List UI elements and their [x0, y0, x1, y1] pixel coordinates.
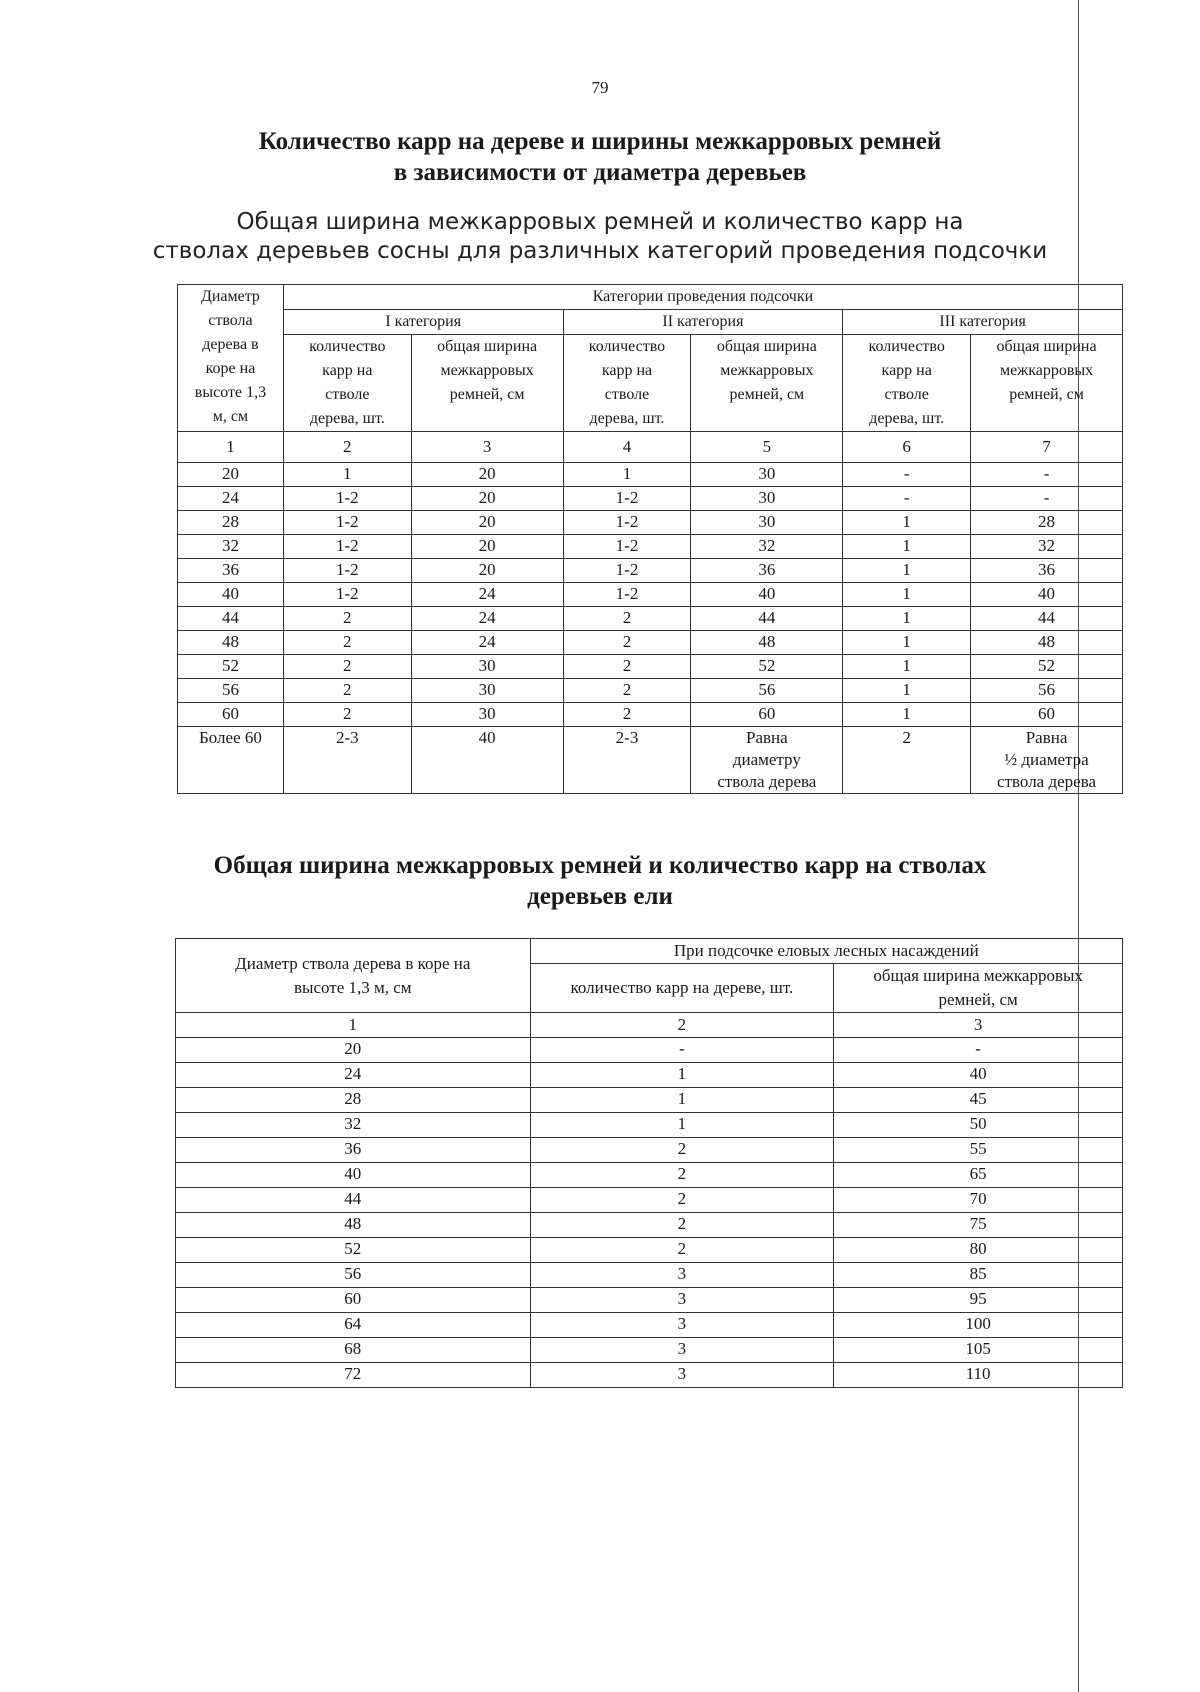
- table-cell: 28: [971, 511, 1123, 535]
- table-cell: 70: [834, 1188, 1123, 1213]
- table-cell: 3: [530, 1363, 834, 1388]
- table-cell: 56: [691, 679, 843, 703]
- table-cell: 2: [843, 727, 971, 794]
- table-cell: 3: [530, 1288, 834, 1313]
- table-cell: 1: [283, 463, 411, 487]
- table-cell: 3: [530, 1313, 834, 1338]
- table-cell: -: [843, 487, 971, 511]
- table-row: [178, 559, 1123, 583]
- table-row: [178, 607, 1123, 631]
- table-cell: 44: [691, 607, 843, 631]
- table-cell: 20: [411, 463, 563, 487]
- table-row: [176, 1113, 1123, 1138]
- table-cell: 24: [411, 583, 563, 607]
- table-cell: 36: [971, 559, 1123, 583]
- table-cell: 48: [691, 631, 843, 655]
- table-row: [178, 583, 1123, 607]
- table-cell: 30: [691, 463, 843, 487]
- table-cell: 1: [843, 679, 971, 703]
- table-cell: 1: [843, 559, 971, 583]
- header-diameter: Диаметр ствола дерева в коре на высоте 1,3 м, см: [178, 285, 284, 432]
- header-count-cat3: количество карр на стволе дерева, шт.: [843, 335, 971, 432]
- table-cell: 1-2: [563, 487, 691, 511]
- table-cell: 72: [176, 1363, 531, 1388]
- table-cell: 30: [691, 511, 843, 535]
- spruce-title-line-2: деревьев ели: [527, 883, 673, 910]
- table-cell: 1: [530, 1088, 834, 1113]
- table-cell: 20: [411, 535, 563, 559]
- pine-table-caption: [0, 208, 1200, 266]
- table-cell: 2: [563, 607, 691, 631]
- table-cell: 24: [411, 631, 563, 655]
- table-cell: 64: [176, 1313, 531, 1338]
- table-cell: -: [843, 463, 971, 487]
- table-row: [176, 1188, 1123, 1213]
- table-cell: 24: [178, 487, 284, 511]
- table-cell: Равна ½ диаметра ствола дерева: [971, 727, 1123, 794]
- table-cell: 52: [176, 1238, 531, 1263]
- main-title-line-1: Количество карр на дереве и ширины межкарровых ремней: [258, 128, 942, 155]
- table-cell: 52: [971, 655, 1123, 679]
- table-cell: 1: [843, 655, 971, 679]
- table-row-over-60: [178, 727, 1123, 794]
- table-cell: 95: [834, 1288, 1123, 1313]
- table-cell: 32: [971, 535, 1123, 559]
- table-cell: 1: [530, 1113, 834, 1138]
- table-cell: 52: [691, 655, 843, 679]
- header-width-cat3: общая ширина межкарровых ремней, см: [971, 335, 1123, 432]
- pine-caption-line-2: стволах деревьев сосны для различных категорий проведения подсочки: [152, 238, 1048, 264]
- table-cell: Равна диаметру ствола дерева: [691, 727, 843, 794]
- header-count-cat2: количество карр на стволе дерева, шт.: [563, 335, 691, 432]
- table-cell: 68: [176, 1338, 531, 1363]
- table-cell: 45: [834, 1088, 1123, 1113]
- table-cell: 50: [834, 1113, 1123, 1138]
- table-cell: 32: [176, 1113, 531, 1138]
- table-cell: 75: [834, 1213, 1123, 1238]
- table-cell: 40: [176, 1163, 531, 1188]
- table-row: [178, 631, 1123, 655]
- table-cell: 36: [691, 559, 843, 583]
- table-cell: 3: [530, 1338, 834, 1363]
- spruce-table-body: [176, 1038, 1123, 1388]
- table-cell: 1-2: [283, 583, 411, 607]
- table-cell: 55: [834, 1138, 1123, 1163]
- table-cell: 20: [176, 1038, 531, 1063]
- table-cell: 2: [563, 679, 691, 703]
- table-row: [176, 1263, 1123, 1288]
- table-cell: 40: [834, 1063, 1123, 1088]
- header-category-2: II категория: [563, 310, 843, 335]
- table-cell: 56: [176, 1263, 531, 1288]
- table-cell: 1-2: [283, 487, 411, 511]
- table-cell: 40: [691, 583, 843, 607]
- table-cell: 28: [176, 1088, 531, 1113]
- table-cell: 1: [843, 511, 971, 535]
- table-row: [176, 1338, 1123, 1363]
- table-row: [178, 655, 1123, 679]
- table-row: [176, 1213, 1123, 1238]
- header-category-1: I категория: [283, 310, 563, 335]
- main-title-line-2: в зависимости от диаметра деревьев: [393, 159, 807, 186]
- table-cell: 2: [283, 703, 411, 727]
- table-cell: 52: [178, 655, 284, 679]
- table-cell: 30: [411, 679, 563, 703]
- header-spruce-diameter: Диаметр ствола дерева в коре на высоте 1,3 м, см: [176, 939, 531, 1013]
- table-cell: 1-2: [563, 559, 691, 583]
- table-row: [178, 703, 1123, 727]
- table-row: [178, 535, 1123, 559]
- main-title: [0, 126, 1200, 188]
- table-cell: 1: [843, 703, 971, 727]
- table-row: [176, 1038, 1123, 1063]
- table-row: [178, 487, 1123, 511]
- table-cell: 36: [176, 1138, 531, 1163]
- table-row: [178, 463, 1123, 487]
- table-cell: 2: [530, 1238, 834, 1263]
- table-cell: 44: [178, 607, 284, 631]
- table-cell: 48: [178, 631, 284, 655]
- table-cell: 20: [411, 559, 563, 583]
- table-cell: 1-2: [283, 535, 411, 559]
- table-cell: 80: [834, 1238, 1123, 1263]
- table-cell: 56: [971, 679, 1123, 703]
- table-cell: 48: [176, 1213, 531, 1238]
- table-cell: 60: [971, 703, 1123, 727]
- table-cell: 40: [411, 727, 563, 794]
- table-cell: 36: [178, 559, 284, 583]
- table-cell: 1-2: [563, 583, 691, 607]
- table-cell: 32: [691, 535, 843, 559]
- table-cell: 2: [530, 1188, 834, 1213]
- header-width-cat1: общая ширина межкарровых ремней, см: [411, 335, 563, 432]
- table-cell: Более 60: [178, 727, 284, 794]
- table-row: [176, 1088, 1123, 1113]
- table-cell: 2: [563, 655, 691, 679]
- table-row: [176, 1238, 1123, 1263]
- table-cell: 24: [176, 1063, 531, 1088]
- table-cell: 100: [834, 1313, 1123, 1338]
- header-spruce-width: общая ширина межкарровых ремней, см: [834, 964, 1123, 1013]
- table-cell: 60: [691, 703, 843, 727]
- table-cell: -: [530, 1038, 834, 1063]
- spruce-table-title: [0, 850, 1200, 912]
- table-cell: 1: [563, 463, 691, 487]
- table-cell: 2: [530, 1138, 834, 1163]
- table-cell: 110: [834, 1363, 1123, 1388]
- table-cell: 30: [411, 703, 563, 727]
- table-cell: 30: [411, 655, 563, 679]
- spruce-tapping-table: [175, 938, 1123, 1388]
- table-cell: 40: [971, 583, 1123, 607]
- table-cell: -: [971, 487, 1123, 511]
- table-cell: 1: [843, 535, 971, 559]
- table-cell: 24: [411, 607, 563, 631]
- table-cell: -: [834, 1038, 1123, 1063]
- table-cell: 32: [178, 535, 284, 559]
- pine-tapping-table: [177, 284, 1123, 794]
- table-cell: 28: [178, 511, 284, 535]
- table-cell: 2-3: [563, 727, 691, 794]
- table-row: [176, 1163, 1123, 1188]
- table-cell: 105: [834, 1338, 1123, 1363]
- table-cell: 60: [178, 703, 284, 727]
- table-cell: -: [971, 463, 1123, 487]
- table-cell: 1: [843, 631, 971, 655]
- spruce-column-number-row: 1 2 3: [176, 1013, 1123, 1038]
- spruce-title-line-1: Общая ширина межкарровых ремней и количество карр на стволах: [213, 852, 987, 879]
- table-cell: 20: [411, 511, 563, 535]
- table-cell: 1: [843, 607, 971, 631]
- table-cell: 40: [178, 583, 284, 607]
- column-number-row: 1 2 3 4 5 6 7: [178, 432, 1123, 463]
- table-cell: 44: [971, 607, 1123, 631]
- table-cell: 2: [530, 1213, 834, 1238]
- table-cell: 56: [178, 679, 284, 703]
- header-category-3: III категория: [843, 310, 1123, 335]
- header-categories-title: Категории проведения подсочки: [283, 285, 1122, 310]
- table-cell: 48: [971, 631, 1123, 655]
- header-width-cat2: общая ширина межкарровых ремней, см: [691, 335, 843, 432]
- table-cell: 65: [834, 1163, 1123, 1188]
- table-cell: 2: [283, 679, 411, 703]
- table-cell: 2: [563, 703, 691, 727]
- table-cell: 2: [283, 655, 411, 679]
- table-row: [176, 1363, 1123, 1388]
- table-cell: 20: [411, 487, 563, 511]
- table-cell: 30: [691, 487, 843, 511]
- table-cell: 1-2: [283, 511, 411, 535]
- table-cell: 44: [176, 1188, 531, 1213]
- table-row: [178, 679, 1123, 703]
- table-cell: 2: [563, 631, 691, 655]
- table-cell: 60: [176, 1288, 531, 1313]
- table-cell: 2: [530, 1163, 834, 1188]
- table-row: [176, 1313, 1123, 1338]
- table-row: [176, 1138, 1123, 1163]
- table-cell: 20: [178, 463, 284, 487]
- table-row: [178, 511, 1123, 535]
- header-spruce-group: При подсочке еловых лесных насаждений: [530, 939, 1122, 964]
- pine-table-body: [178, 463, 1123, 794]
- header-count-cat1: количество карр на стволе дерева, шт.: [283, 335, 411, 432]
- header-spruce-count: количество карр на дереве, шт.: [530, 964, 834, 1013]
- table-cell: 1-2: [563, 535, 691, 559]
- table-cell: 3: [530, 1263, 834, 1288]
- table-cell: 2: [283, 607, 411, 631]
- table-cell: 1: [843, 583, 971, 607]
- table-cell: 85: [834, 1263, 1123, 1288]
- table-cell: 2: [283, 631, 411, 655]
- pine-caption-line-1: Общая ширина межкарровых ремней и количество карр на: [236, 209, 964, 235]
- table-row: [176, 1063, 1123, 1088]
- page-number: 79: [591, 78, 609, 97]
- table-row: [176, 1288, 1123, 1313]
- table-cell: 1: [530, 1063, 834, 1088]
- table-cell: 1-2: [283, 559, 411, 583]
- table-cell: 1-2: [563, 511, 691, 535]
- table-cell: 2-3: [283, 727, 411, 794]
